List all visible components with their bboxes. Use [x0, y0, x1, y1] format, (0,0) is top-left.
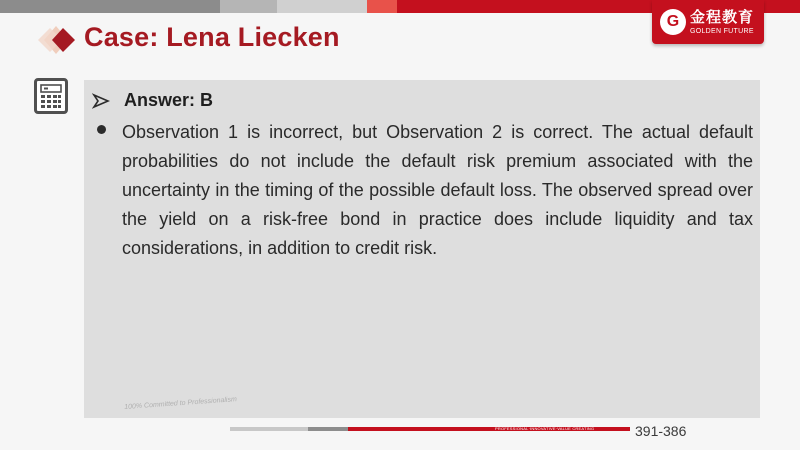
bullet-dot-icon [97, 125, 106, 134]
logo-chinese-name: 金程教育 [690, 8, 755, 26]
page-number: 391-386 [635, 423, 687, 439]
logo-emblem-icon: G [660, 9, 686, 35]
footer-watermark: 100% Committed to Professionalism [124, 396, 238, 411]
calculator-icon [34, 78, 68, 114]
footer-tagline: PROFESSIONAL·INNOVATIVE·VALUE CREATING [495, 426, 595, 431]
brand-logo [652, 0, 764, 44]
arrow-bullet-icon [92, 93, 110, 109]
answer-row [92, 90, 213, 111]
logo-english-name: GOLDEN FUTURE [690, 27, 754, 35]
explanation-text: Observation 1 is incorrect, but Observation 2 is correct. The actual default probabilities do not include the default risk premium associated with the uncertainty in the timing of the possible default loss. The observed spread over the yield on a risk-free bond in practice does include liquidity and tax considerations, in addition to credit risk. [122, 122, 753, 258]
answer-label: Answer: B [124, 90, 214, 110]
title-diamond-icon [30, 18, 80, 62]
content-panel [84, 80, 760, 418]
page-title: Case: Lena Liecken [84, 22, 340, 52]
